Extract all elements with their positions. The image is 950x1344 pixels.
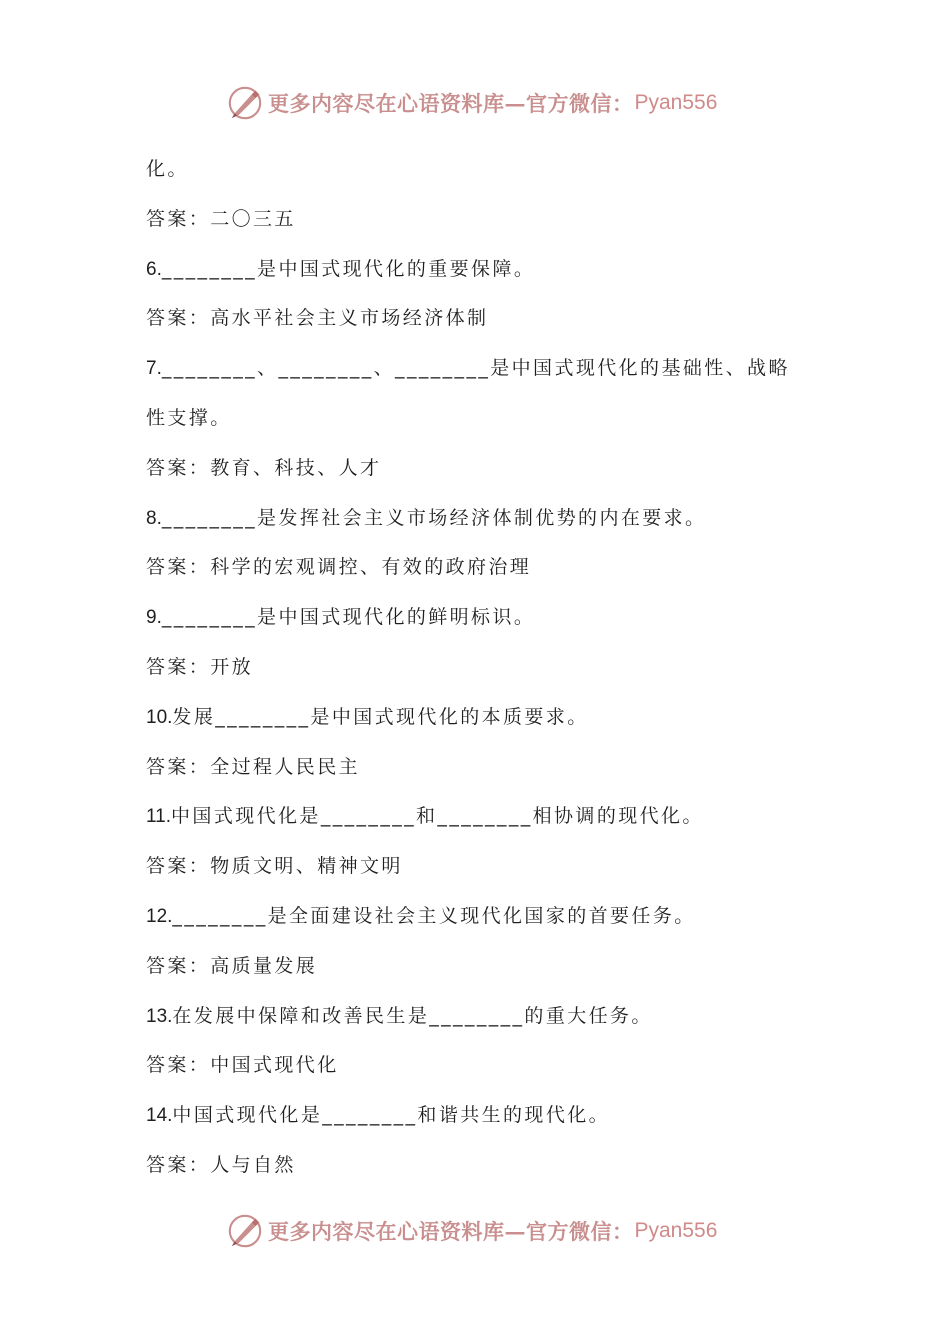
text-line <box>146 394 826 444</box>
answer-text: 答案：科学的宏观调控、有效的政府治理 <box>146 556 532 579</box>
question-text: 中国式现代化是________和________相协调的现代化。 <box>171 805 704 828</box>
question-text: ________是中国式现代化的鲜明标识。 <box>161 606 536 629</box>
question-number: 14. <box>146 1105 173 1127</box>
answer-line <box>146 195 826 245</box>
header-banner-text: 更多内容尽在心语资料库—官方微信： <box>268 91 634 116</box>
answer-text: 答案：教育、科技、人才 <box>146 456 382 479</box>
footer-banner <box>226 1211 717 1251</box>
answer-text: 答案：高质量发展 <box>146 954 318 977</box>
text-line <box>146 145 826 195</box>
answer-line <box>146 842 826 892</box>
header-banner <box>226 83 717 123</box>
header-wechat-id: Pyan556 <box>634 91 718 114</box>
question-line <box>146 494 826 544</box>
question-line <box>146 792 826 842</box>
question-line <box>146 344 826 394</box>
question-line <box>146 992 826 1042</box>
answer-text: 答案：开放 <box>146 655 254 678</box>
answer-line <box>146 543 826 593</box>
question-line <box>146 593 826 643</box>
answer-line <box>146 294 826 344</box>
question-line <box>146 892 826 942</box>
pen-logo-icon <box>226 84 264 122</box>
answer-text: 答案：人与自然 <box>146 1153 296 1176</box>
answer-text: 答案：二〇三五 <box>146 207 296 230</box>
question-line <box>146 245 826 295</box>
question-number: 7. <box>146 358 162 380</box>
answer-line <box>146 743 826 793</box>
document-body <box>146 145 826 1191</box>
question-number: 8. <box>146 507 162 529</box>
pen-logo-icon <box>226 1212 264 1250</box>
answer-text: 答案：中国式现代化 <box>146 1054 339 1077</box>
question-text: 中国式现代化是________和谐共生的现代化。 <box>172 1104 611 1127</box>
question-text: ________是全面建设社会主义现代化国家的首要任务。 <box>172 904 696 927</box>
continuation-text: 化。 <box>146 158 189 180</box>
footer-wechat-id: Pyan556 <box>634 1219 718 1242</box>
question-number: 13. <box>146 1005 173 1027</box>
answer-line <box>146 1141 826 1191</box>
continuation-text: 性支撑。 <box>146 406 232 429</box>
answer-line <box>146 942 826 992</box>
question-number: 6. <box>146 258 162 280</box>
question-text: ________是发挥社会主义市场经济体制优势的内在要求。 <box>161 506 707 529</box>
answer-line <box>146 1041 826 1091</box>
answer-line <box>146 643 826 693</box>
answer-text: 答案：高水平社会主义市场经济体制 <box>146 307 489 330</box>
question-text: ________是中国式现代化的重要保障。 <box>161 257 536 280</box>
question-text: 在发展中保障和改善民生是________的重大任务。 <box>172 1004 653 1027</box>
answer-line <box>146 444 826 494</box>
question-line <box>146 693 826 743</box>
question-number: 10. <box>146 706 173 728</box>
answer-text: 答案：物质文明、精神文明 <box>146 855 403 878</box>
question-number: 11. <box>146 806 172 828</box>
question-text: 发展________是中国式现代化的本质要求。 <box>172 705 589 728</box>
footer-banner-text: 更多内容尽在心语资料库—官方微信： <box>268 1219 634 1244</box>
question-number: 9. <box>146 607 162 629</box>
question-line <box>146 1091 826 1141</box>
question-number: 12. <box>146 905 173 927</box>
answer-text: 答案：全过程人民民主 <box>146 755 361 778</box>
question-text: ________、________、________是中国式现代化的基础性、战略 <box>161 357 790 380</box>
